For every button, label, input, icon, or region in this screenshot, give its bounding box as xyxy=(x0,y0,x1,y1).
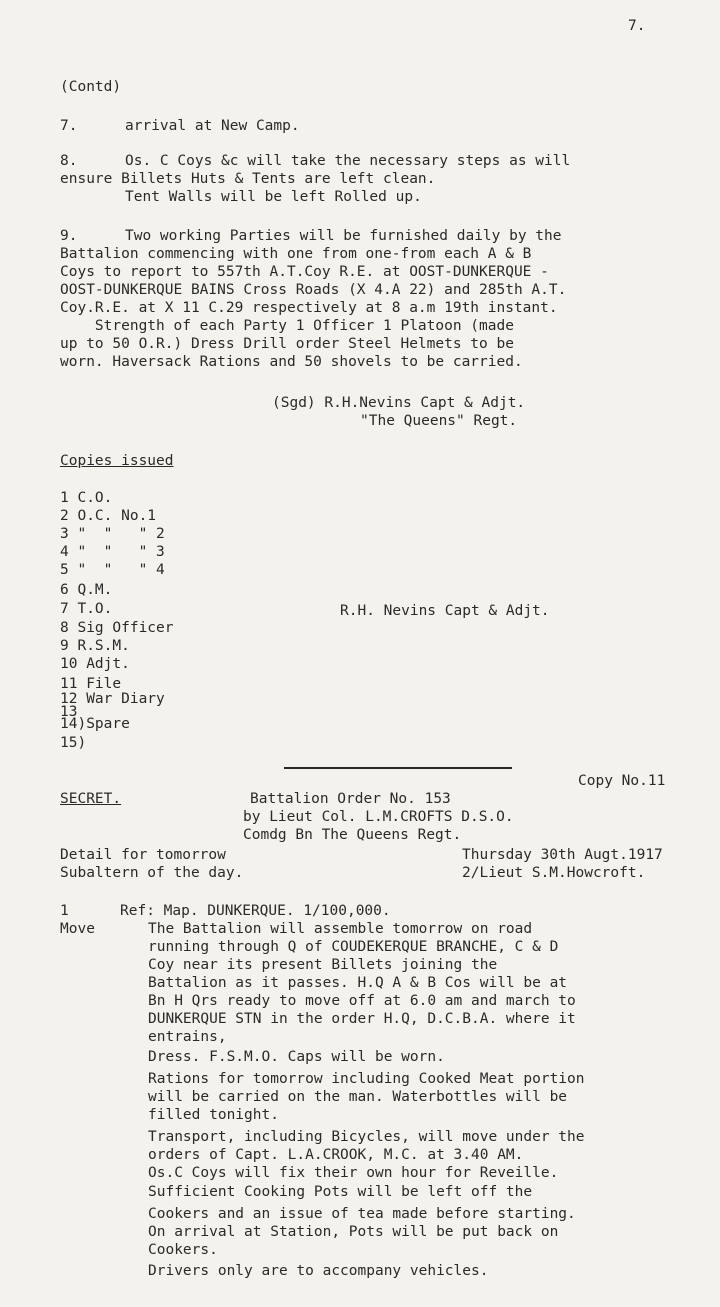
move-line: Battalion as it passes. H.Q A & B Cos will be at xyxy=(148,975,568,991)
move-line: Dress. F.S.M.O. Caps will be worn. xyxy=(148,1049,445,1065)
order-title: Battalion Order No. 153 xyxy=(250,791,451,807)
move-line: running through Q of COUDEKERQUE BRANCHE, C & D xyxy=(148,939,559,955)
copies-signatory: R.H. Nevins Capt & Adjt. xyxy=(340,603,550,619)
move-line: Cookers and an issue of tea made before starting. xyxy=(148,1206,576,1222)
list-item: 6 Q.M. xyxy=(60,582,113,598)
item-ref: Ref: Map. DUNKERQUE. 1/100,000. xyxy=(120,903,391,919)
copy-number: Copy No.11 xyxy=(578,773,666,789)
contd-label: (Contd) xyxy=(60,79,122,95)
move-line: Coy near its present Billets joining the xyxy=(148,957,498,973)
paragraph-line: Os. C Coys &c will take the necessary steps as will xyxy=(125,153,571,169)
list-item: 13 xyxy=(60,704,78,720)
list-item: 7 T.O. xyxy=(60,601,113,617)
move-line: entrains, xyxy=(148,1029,227,1045)
paragraph-line: Tent Walls will be left Rolled up. xyxy=(125,189,422,205)
move-line: Cookers. xyxy=(148,1242,218,1258)
paragraph-line: Two working Parties will be furnished daily by the xyxy=(125,228,562,244)
move-line: On arrival at Station, Pots will be put back on xyxy=(148,1224,559,1240)
list-item: 8 Sig Officer xyxy=(60,620,174,636)
item-number: 1 xyxy=(60,903,69,919)
paragraph-line: Coy.R.E. at X 11 C.29 respectively at 8 a.m 19th instant. xyxy=(60,300,558,316)
move-line: Drivers only are to accompany vehicles. xyxy=(148,1263,489,1279)
list-item: 9 R.S.M. xyxy=(60,638,130,654)
paragraph-number: 7. xyxy=(60,118,78,134)
list-item: 3 " " " 2 xyxy=(60,526,165,542)
paragraph-line: up to 50 O.R.) Dress Drill order Steel Helmets to be xyxy=(60,336,514,352)
paragraph-line: Coys to report to 557th A.T.Coy R.E. at OOST-DUNKERQUE - xyxy=(60,264,549,280)
item-label: Move xyxy=(60,921,95,937)
move-line: DUNKERQUE STN in the order H.Q, D.C.B.A. where it xyxy=(148,1011,576,1027)
detail-label: Detail for tomorrow xyxy=(60,847,226,863)
list-item: 4 " " " 3 xyxy=(60,544,165,560)
subaltern-label: Subaltern of the day. xyxy=(60,865,244,881)
order-comdg: Comdg Bn The Queens Regt. xyxy=(243,827,462,843)
paragraph-number: 8. xyxy=(60,153,78,169)
move-line: Bn H Qrs ready to move off at 6.0 am and march to xyxy=(148,993,576,1009)
list-item: 11 File xyxy=(60,676,122,692)
divider xyxy=(284,767,512,769)
order-by: by Lieut Col. L.M.CROFTS D.S.O. xyxy=(243,809,514,825)
list-item: 14)Spare xyxy=(60,716,130,732)
copies-heading: Copies issued xyxy=(60,453,174,469)
secret-label: SECRET. xyxy=(60,791,122,807)
paragraph-line: worn. Haversack Rations and 50 shovels to be carried. xyxy=(60,354,523,370)
move-line: filled tonight. xyxy=(148,1107,279,1123)
list-item: 1 C.O. xyxy=(60,490,113,506)
paragraph-line: ensure Billets Huts & Tents are left clean. xyxy=(60,171,436,187)
move-line: Sufficient Cooking Pots will be left off the xyxy=(148,1184,533,1200)
paragraph-line: Battalion commencing with one from one-from each A & B xyxy=(60,246,532,262)
move-line: Os.C Coys will fix their own hour for Reveille. xyxy=(148,1165,559,1181)
detail-value: Thursday 30th Augt.1917 xyxy=(462,847,663,863)
move-line: Transport, including Bicycles, will move under the xyxy=(148,1129,585,1145)
move-line: The Battalion will assemble tomorrow on road xyxy=(148,921,533,937)
paragraph-line: Strength of each Party 1 Officer 1 Platoon (made xyxy=(60,318,514,334)
paragraph-line: OOST-DUNKERQUE BAINS Cross Roads (X 4.A 22) and 285th A.T. xyxy=(60,282,567,298)
list-item: 12 War Diary xyxy=(60,691,165,707)
list-item: 2 O.C. No.1 xyxy=(60,508,157,524)
move-line: orders of Capt. L.A.CROOK, M.C. at 3.40 AM. xyxy=(148,1147,524,1163)
paragraph-text: arrival at New Camp. xyxy=(125,118,300,134)
list-item: 15) xyxy=(60,735,87,751)
signature-line: (Sgd) R.H.Nevins Capt & Adjt. xyxy=(272,395,526,411)
move-line: Rations for tomorrow including Cooked Meat portion xyxy=(148,1071,585,1087)
subaltern-value: 2/Lieut S.M.Howcroft. xyxy=(462,865,646,881)
list-item: 10 Adjt. xyxy=(60,656,130,672)
list-item: 5 " " " 4 xyxy=(60,562,165,578)
move-line: will be carried on the man. Waterbottles will be xyxy=(148,1089,568,1105)
signature-regiment: "The Queens" Regt. xyxy=(360,413,518,429)
paragraph-number: 9. xyxy=(60,228,78,244)
page-number: 7. xyxy=(628,18,646,34)
